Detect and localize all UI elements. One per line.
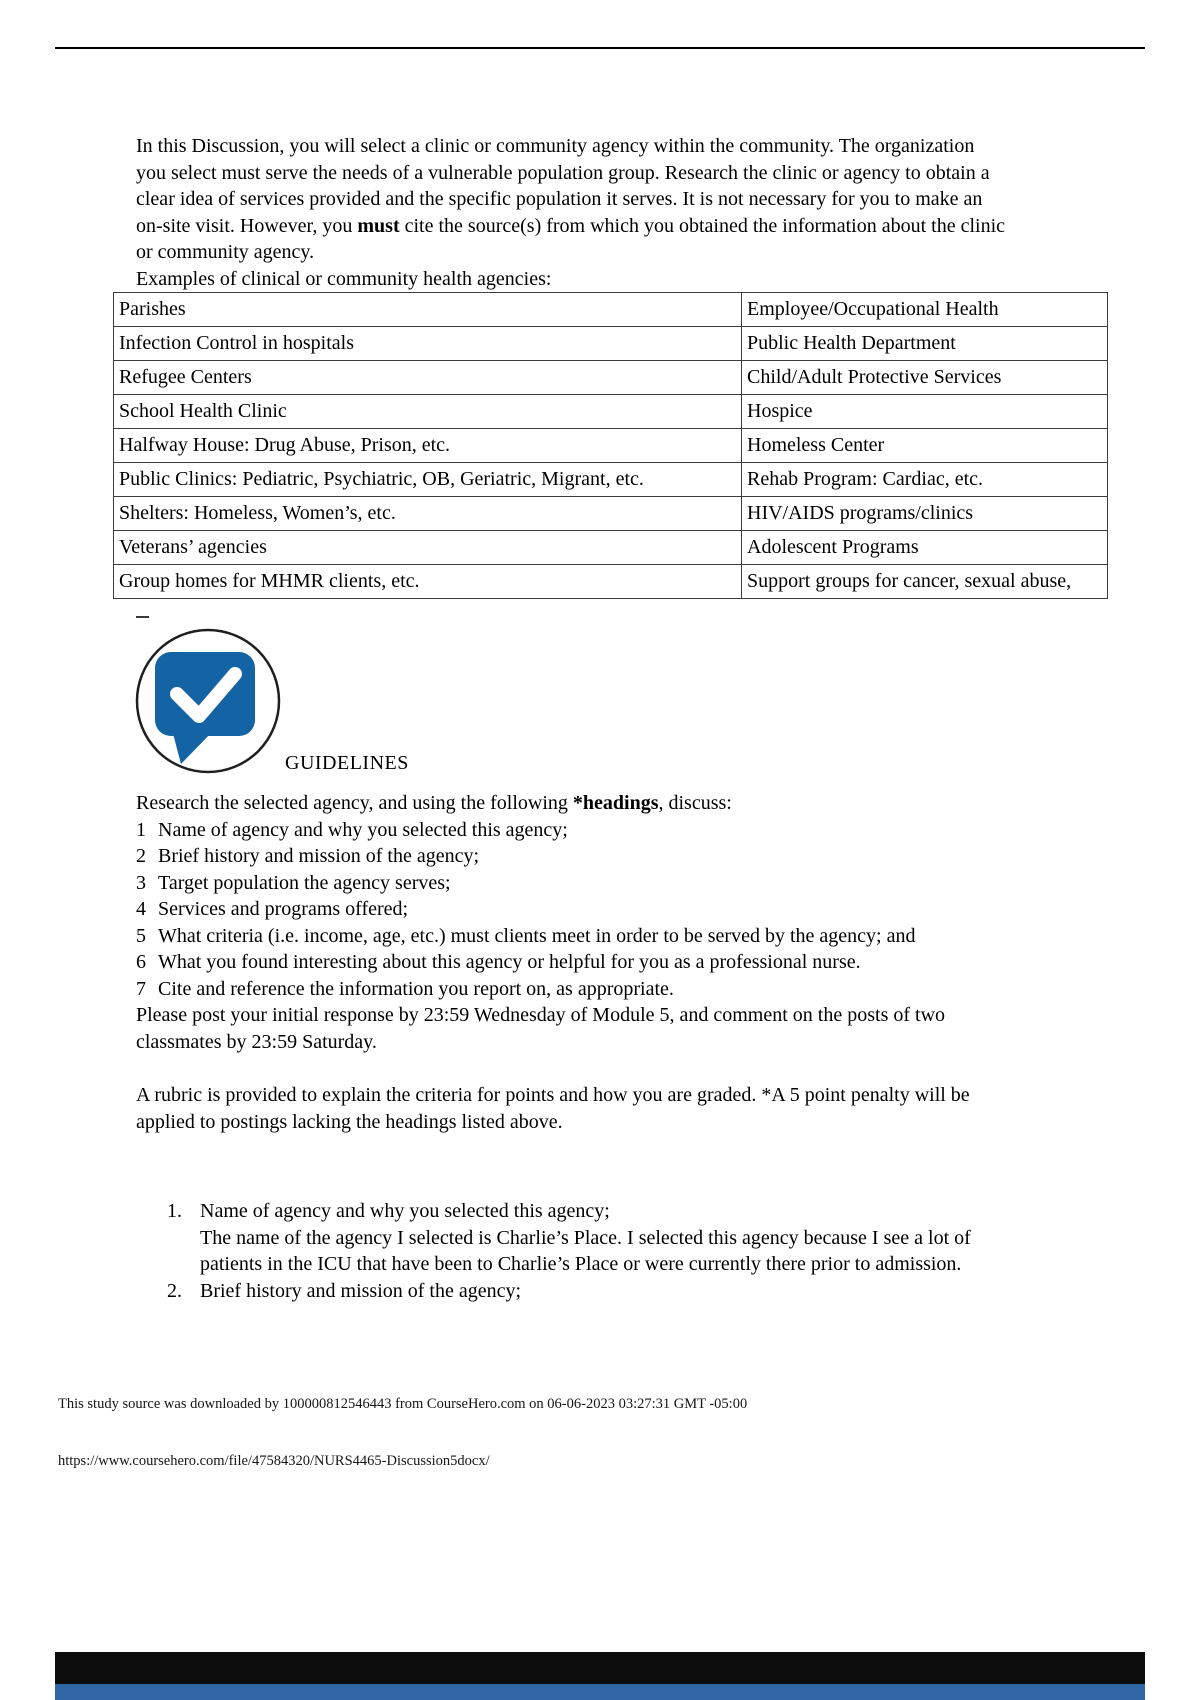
response-item-number: 2. bbox=[167, 1279, 182, 1302]
rubric-note: A rubric is provided to explain the criteria for points and how you are graded. *A 5 point penalty will be applied to postings lacking the headings listed above. bbox=[136, 1084, 970, 1133]
table-row bbox=[114, 463, 1108, 497]
agency-cell-right: Hospice bbox=[742, 395, 1108, 429]
intro-text-before: In this Discussion, you will select a clinic or community agency within the community. The organization you select must serve the needs of a vulnerable population group. Research the clinic or agency to obtain a clear idea of services provided and the specific population it serves. It is not necessary for you to make an on-site visit. However, you bbox=[136, 135, 990, 237]
paragraph-mark-dash bbox=[136, 616, 149, 618]
intro-bold-word: must bbox=[357, 214, 400, 237]
agency-cell-right: Public Health Department bbox=[742, 327, 1108, 361]
list-item-text: Name of agency and why you selected this agency; bbox=[158, 818, 568, 841]
guidelines-list-item bbox=[136, 976, 1006, 1003]
response-item-content bbox=[200, 1278, 1012, 1305]
list-item-number: 5 bbox=[136, 924, 146, 947]
agency-cell-left: Group homes for MHMR clients, etc. bbox=[114, 565, 742, 599]
agency-cell-left: Parishes bbox=[114, 293, 742, 327]
agency-cell-right: Child/Adult Protective Services bbox=[742, 361, 1108, 395]
response-item-heading: Name of agency and why you selected this agency; bbox=[200, 1200, 610, 1222]
page-separator-bar bbox=[55, 1652, 1145, 1684]
agency-cell-left: Halfway House: Drug Abuse, Prison, etc. bbox=[114, 429, 742, 463]
agency-cell-left: Refugee Centers bbox=[114, 361, 742, 395]
list-item-number: 4 bbox=[136, 898, 146, 920]
agency-cell-left: Infection Control in hospitals bbox=[114, 327, 742, 361]
list-item-text: Brief history and mission of the agency; bbox=[158, 845, 480, 867]
examples-line: Examples of clinical or community health agencies: bbox=[136, 267, 552, 290]
guidelines-lead bbox=[136, 790, 1006, 817]
chat-bubble-check-svg bbox=[133, 626, 283, 776]
next-page-top-strip bbox=[55, 1684, 1145, 1700]
guidelines-title: GUIDELINES bbox=[285, 752, 409, 774]
response-list bbox=[167, 1198, 1012, 1304]
student-response-block bbox=[167, 1198, 1012, 1304]
agency-cell-right: Support groups for cancer, sexual abuse, bbox=[742, 565, 1108, 599]
guidelines-block bbox=[136, 790, 1006, 1135]
guidelines-list-item bbox=[136, 896, 1006, 923]
agency-cell-right: Rehab Program: Cardiac, etc. bbox=[742, 463, 1108, 497]
list-item-number: 3 bbox=[136, 871, 146, 894]
list-item-text: Services and programs offered; bbox=[158, 898, 409, 920]
guidelines-lead-after: , discuss: bbox=[658, 792, 732, 814]
agency-table-body bbox=[114, 293, 1108, 599]
post-deadline-note: Please post your initial response by 23:59 Wednesday of Module 5, and comment on the posts of two classmates by 23:59 Saturday. bbox=[136, 1004, 946, 1053]
agency-cell-left: Public Clinics: Pediatric, Psychiatric, OB, Geriatric, Migrant, etc. bbox=[114, 463, 742, 497]
guidelines-list-item bbox=[136, 870, 1006, 897]
response-item-number: 1. bbox=[167, 1200, 182, 1222]
list-item-number: 1 bbox=[136, 818, 146, 841]
list-item-text: What criteria (i.e. income, age, etc.) must clients meet in order to be served by the agency; and bbox=[158, 924, 916, 947]
intro-paragraph bbox=[136, 133, 1008, 266]
table-row bbox=[114, 293, 1108, 327]
source-url-link[interactable]: https://www.coursehero.com/file/47584320/NURS4465-Discussion5docx/ bbox=[58, 1453, 490, 1469]
list-item-text: What you found interesting about this agency or helpful for you as a professional nurse. bbox=[158, 951, 861, 973]
table-row bbox=[114, 395, 1108, 429]
table-row bbox=[114, 565, 1108, 599]
list-item-text: Target population the agency serves; bbox=[158, 871, 451, 894]
guidelines-list-item bbox=[136, 923, 1006, 950]
guidelines-lead-bold: *headings bbox=[572, 792, 659, 814]
response-list-item bbox=[167, 1198, 1012, 1278]
agency-cell-left: School Health Clinic bbox=[114, 395, 742, 429]
table-row bbox=[114, 361, 1108, 395]
chat-bubble-check-icon bbox=[133, 626, 283, 776]
agency-cell-right: HIV/AIDS programs/clinics bbox=[742, 497, 1108, 531]
agency-cell-left: Veterans’ agencies bbox=[114, 531, 742, 565]
response-item-content bbox=[200, 1198, 1012, 1278]
table-row bbox=[114, 497, 1108, 531]
response-item-body: The name of the agency I selected is Charlie’s Place. I selected this agency because I see a lot of patients in the ICU that have been to Charlie’s Place or were currently there prior to admission. bbox=[200, 1226, 971, 1275]
agency-cell-right: Homeless Center bbox=[742, 429, 1108, 463]
guidelines-lead-before: Research the selected agency, and using the following bbox=[136, 792, 573, 814]
intro-block bbox=[136, 133, 1008, 292]
agency-cell-right: Adolescent Programs bbox=[742, 531, 1108, 565]
download-attribution-note: This study source was downloaded by 100000812546443 from CourseHero.com on 06-06-2023 03:27:31 GMT -05:00 bbox=[58, 1396, 748, 1412]
response-list-item bbox=[167, 1278, 1012, 1305]
guidelines-list bbox=[136, 817, 1006, 1003]
header-rule bbox=[55, 47, 1145, 49]
agency-cell-left: Shelters: Homeless, Women’s, etc. bbox=[114, 497, 742, 531]
table-row bbox=[114, 429, 1108, 463]
guidelines-list-item bbox=[136, 817, 1006, 844]
response-item-heading: Brief history and mission of the agency; bbox=[200, 1279, 522, 1302]
list-item-number: 6 bbox=[136, 951, 146, 973]
agency-cell-right: Employee/Occupational Health bbox=[742, 293, 1108, 327]
intro-text-after: cite the source(s) from which you obtained the information about the clinic or community agency. bbox=[136, 214, 1005, 263]
table-row bbox=[114, 327, 1108, 361]
guidelines-list-item bbox=[136, 949, 1006, 976]
list-item-number: 2 bbox=[136, 845, 146, 867]
list-item-text: Cite and reference the information you report on, as appropriate. bbox=[158, 977, 674, 1000]
list-item-number: 7 bbox=[136, 977, 146, 1000]
table-row bbox=[114, 531, 1108, 565]
guidelines-list-item bbox=[136, 843, 1006, 870]
agency-examples-table bbox=[113, 292, 1108, 599]
